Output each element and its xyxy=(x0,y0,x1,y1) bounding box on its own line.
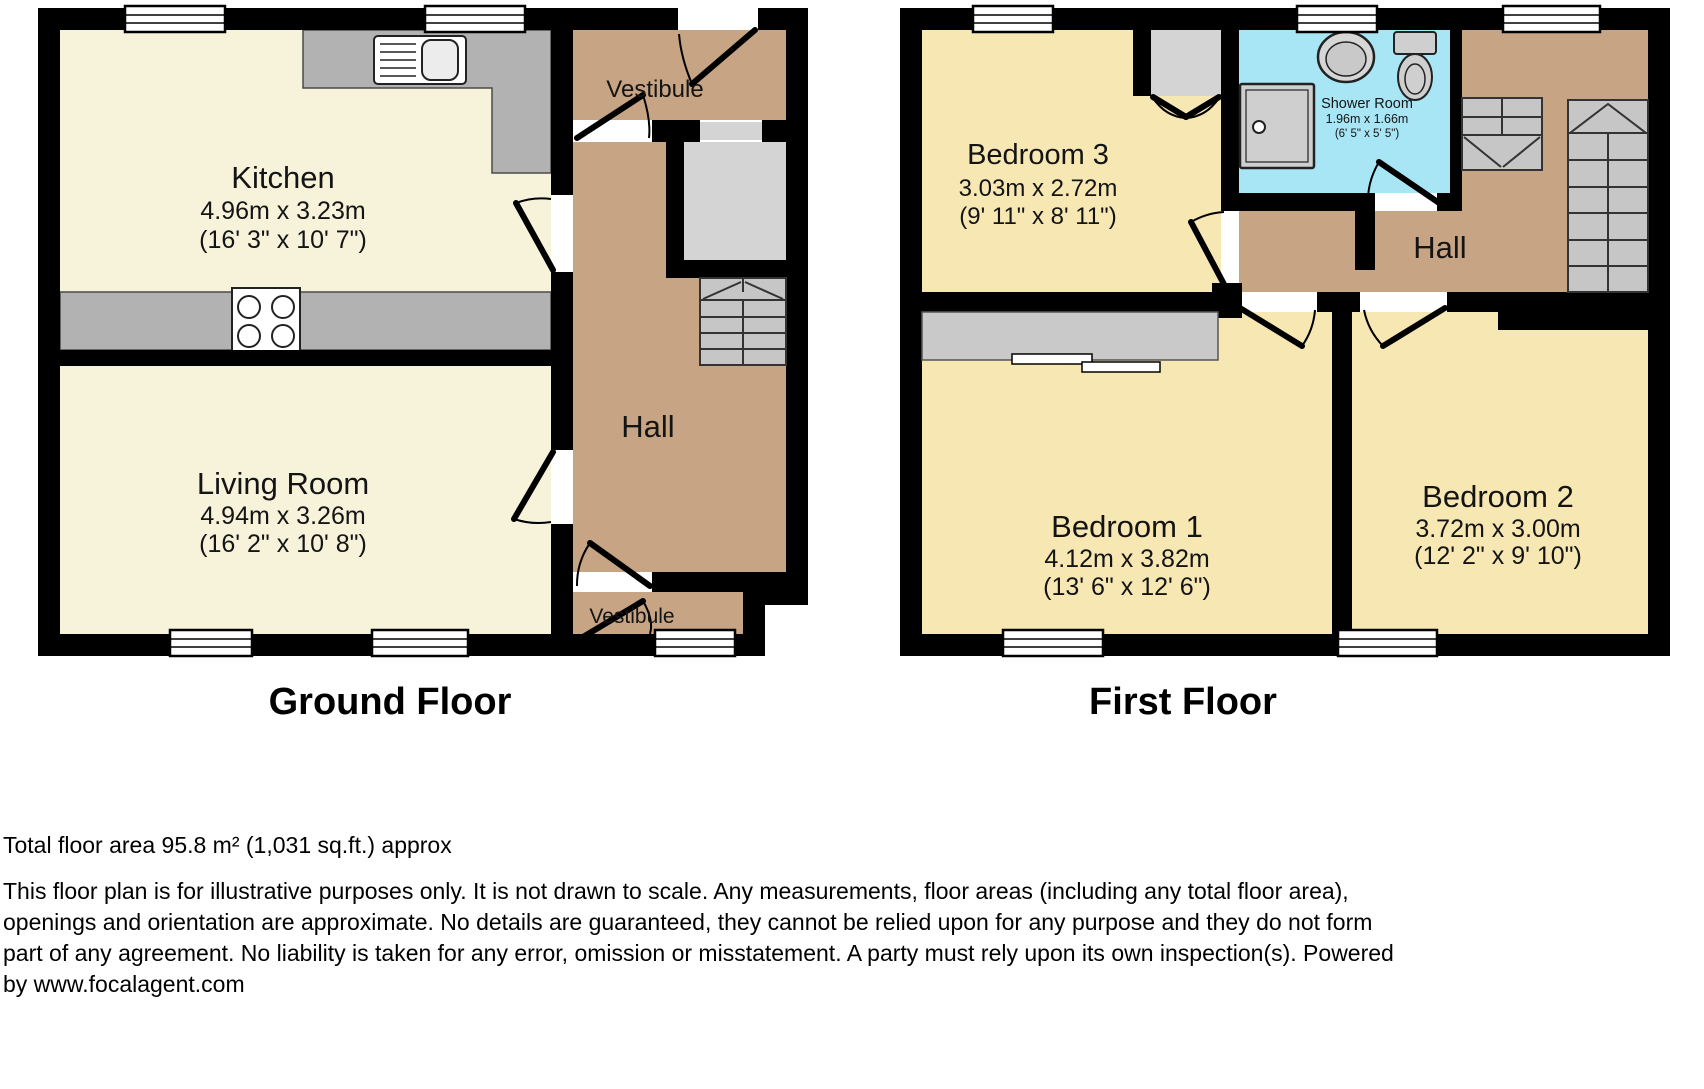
window xyxy=(1003,630,1103,656)
window xyxy=(973,6,1053,32)
hob-icon xyxy=(232,288,300,354)
living-room-imperial: (16' 2" x 10' 8") xyxy=(199,530,367,558)
first-floor-title: First Floor xyxy=(1089,681,1277,723)
hall-ground-label: Hall xyxy=(621,409,675,444)
bedroom1-label: Bedroom 1 xyxy=(1051,509,1203,544)
vestibule-top-label: Vestibule xyxy=(606,76,704,103)
bedroom2-metric: 3.72m x 3.00m xyxy=(1415,515,1581,543)
staircase-first xyxy=(1568,100,1648,292)
window xyxy=(170,630,252,656)
stair-landing-first xyxy=(1462,98,1542,170)
shower-tray-icon xyxy=(1240,84,1314,168)
kitchen-imperial: (16' 3" x 10' 7") xyxy=(199,226,367,254)
disclaimer-line-4: by www.focalagent.com xyxy=(3,971,245,997)
kitchen-label: Kitchen xyxy=(231,160,335,195)
window xyxy=(1503,6,1600,32)
kitchen-divider-counter xyxy=(60,292,551,350)
toilet-icon xyxy=(1394,32,1436,100)
living-room-label: Living Room xyxy=(196,466,370,501)
cupboard-ground xyxy=(684,142,786,260)
vestibule-bottom-label: Vestibule xyxy=(589,605,675,628)
bedroom1-imperial: (13' 6" x 12' 6") xyxy=(1043,573,1211,601)
bedroom2-label: Bedroom 2 xyxy=(1422,479,1574,514)
disclaimer-line-2: openings and orientation are approximate. No details are guaranteed, they cannot be relied upon for any purpose and they do not form xyxy=(3,909,1373,935)
window xyxy=(125,6,225,32)
disclaimer-line-3: part of any agreement. No liability is taken for any error, omission or misstatement. A party must rely upon its own inspection(s). Powered xyxy=(3,940,1394,966)
window xyxy=(425,6,525,32)
staircase-ground xyxy=(700,278,786,365)
bedroom2-room xyxy=(1352,312,1648,634)
basin-icon xyxy=(1318,32,1374,82)
disclaimer-line-1: This floor plan is for illustrative purposes only. It is not drawn to scale. Any measurements, floor areas (including any total floor area), xyxy=(3,878,1349,904)
first-floor-plan xyxy=(900,6,1670,723)
sink-icon xyxy=(374,36,466,84)
window xyxy=(655,630,735,656)
cupboard-ground-opening xyxy=(700,122,762,140)
hall-first-label: Hall xyxy=(1413,230,1467,265)
ground-floor-title: Ground Floor xyxy=(268,681,512,723)
bedroom1-metric: 4.12m x 3.82m xyxy=(1044,545,1210,573)
ground-floor-plan xyxy=(38,6,808,723)
window xyxy=(372,630,468,656)
bedroom3-imperial: (9' 11" x 8' 11") xyxy=(959,203,1117,230)
bedroom2-imperial: (12' 2" x 9' 10") xyxy=(1414,542,1582,570)
kitchen-metric: 4.96m x 3.23m xyxy=(200,197,366,225)
shower-room-metric: 1.96m x 1.66m xyxy=(1325,112,1409,126)
shower-room-imperial: (6' 5" x 5' 5") xyxy=(1334,128,1400,140)
window xyxy=(1297,6,1377,32)
total-floor-area: Total floor area 95.8 m² (1,031 sq.ft.) approx xyxy=(3,832,452,858)
window xyxy=(1338,630,1437,656)
bedroom3-metric: 3.03m x 2.72m xyxy=(958,175,1118,202)
living-room-metric: 4.94m x 3.26m xyxy=(200,502,366,530)
bedroom3-label: Bedroom 3 xyxy=(967,139,1109,171)
shower-room-label: Shower Room xyxy=(1321,96,1413,112)
cupboard-first xyxy=(1151,30,1221,96)
